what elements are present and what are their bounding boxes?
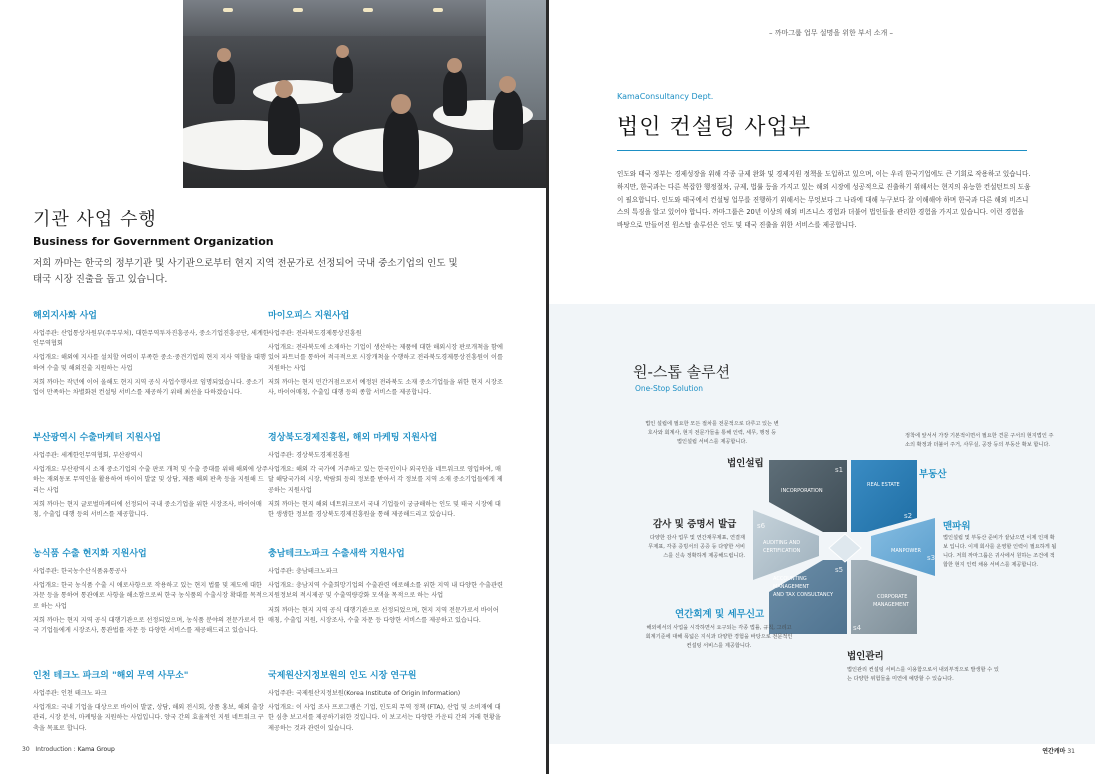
photo-person [213, 60, 235, 104]
auditing-label: 감사 및 증명서 발급 [653, 519, 737, 530]
photo-head [275, 80, 293, 98]
photo-light [293, 8, 303, 12]
manpower-label: 맨파워 [943, 521, 971, 532]
section-overseas-branch [33, 308, 269, 402]
section-text: 저희 까마는 현지 민간거점으로서 예정된 전라북도 소재 중소기업들을 위한 현지 시장조사, 바이어매칭, 수출입 대행 등의 종합 서비스를 제공합니다. [268, 378, 503, 397]
section-text: 사업주관: 산업통상자원부(주무부처), 대한무역투자진흥공사, 중소기업진흥공단, 세계한인무역협회 [33, 330, 269, 348]
section-chungnam-techno [268, 546, 504, 630]
segment-code-s4: s4 [853, 624, 862, 632]
page-number: 30 [22, 746, 30, 753]
photo-head [217, 48, 231, 62]
intro-paragraph: 저희 까마는 한국의 정부기관 및 사기관으로부터 현지 지역 전문가로 선정되어 국내 중소기업의 인도 및 태국 시장 진출을 돕고 있습니다. [33, 258, 458, 285]
section-origin-info [268, 668, 504, 738]
right-page [549, 0, 1095, 774]
section-text: 저희 까마는 작년에 이어 올해도 현지 지역 공식 사업수행사로 임명되었습니다. 중소기업이 만족하는 차별화된 컨설팅 서비스를 제공하기 위해 최선을 다하겠습니다. [33, 378, 264, 397]
section-heading: 농식품 수출 현지화 지원사업 [33, 549, 147, 559]
segment-label-real-estate: REAL ESTATE [867, 482, 900, 488]
segment-label-corporate: CORPORATE [877, 594, 908, 600]
section-text: 사업주관: 경상북도경제진흥원 [268, 452, 350, 459]
photo-table [183, 120, 323, 170]
section-text: 사업개요: 해외 각 국가에 거주하고 있는 한국인이나 외국인을 네트워크로 영입하여, 매 달 해당국가의 시장, 박람회 등의 정보를 받아서 각 정보를 지역 소재 중소기업들에게 제공하는 지원사업 [268, 466, 503, 494]
section-heading: 해외지사화 사업 [33, 311, 97, 321]
photo-head [447, 58, 462, 73]
page-subtitle: Business for Government Organization [33, 235, 274, 248]
footer-section: Introduction : [35, 746, 76, 753]
section-text: 사업주관: 한국농수산식품유통공사 [33, 568, 127, 575]
photo-light [363, 8, 373, 12]
left-page-footer [22, 746, 115, 753]
auditing-desc: 다양한 감사 업무 및 연간재무제표, 연결재무제표, 각종 증빙서의 공증 등 다양한 서비스를 신속 정확하게 제공해드립니다. [648, 535, 745, 559]
photo-table [253, 80, 343, 104]
section-heading: 부산광역시 수출마케터 지원사업 [33, 433, 161, 443]
right-page-footer [1042, 746, 1075, 755]
section-text: 사업개요: 한국 농식품 수출 시 애로사항으로 작용하고 있는 현지 법률 및 제도에 대한 자문 등을 통하여 통관애로 사항을 해소함으로써 한국 농식품의 수출시장 확대를 목적으로 하는 사업 [33, 582, 268, 610]
section-text: 사업개요: 국내 기업을 대상으로 바이어 발굴, 상담, 해외 전시회, 상품 홍보, 해외 출장 관리, 시장 분석, 마케팅을 지원하는 사업입니다. 양국 간의 효율적인 지원 네트워크 구축을 목표로 합니다. [33, 704, 264, 732]
photo-person [443, 70, 467, 116]
conference-photo [183, 0, 546, 188]
manpower-desc: 법인설립 및 부동산 준비가 끝났으면 이제 인재 확보 입니다. 이제 회사를 운영할 인력이 필요하게 됩니다. 저희 까마그룹은 귀사에서 원하는 조건에 적합한 현지 인력 채용 서비스를 제공합니다. [943, 535, 1057, 568]
photo-light [433, 8, 443, 12]
section-busan-marketer [33, 430, 269, 524]
one-stop-solution-panel [549, 304, 1095, 744]
footer-brand: Kama Group [77, 746, 115, 753]
real-estate-desc: 정착에 앞서서 가장 기본적이면서 필요한 견문 구서의 현지법인 주소의 확정과 더불어 주거, 사무실, 공장 등의 부동산 확보 합니다. [905, 433, 1054, 448]
photo-head [336, 45, 349, 58]
segment-code-s3: s3 [927, 554, 936, 562]
photo-head [391, 94, 411, 114]
photo-head [499, 76, 516, 93]
department-name: KamaConsultancy Dept. [617, 92, 714, 101]
segment-label-incorporation: INCORPORATION [781, 488, 823, 494]
corporate-management-label: 법인관리 [847, 651, 884, 662]
section-incheon-techno [33, 668, 269, 738]
segment-label-corporate-management: MANAGEMENT [873, 602, 910, 608]
segment-code-s1: s1 [835, 466, 844, 474]
section-heading: 충남테크노파크 수출새싹 지원사업 [268, 549, 405, 559]
section-text: 사업개요: 해외에 지사를 설치할 여력이 부족한 중소·중견기업의 현지 지사 역할을 대행하여 수출 및 해외진출 지원하는 사업 [33, 354, 266, 372]
real-estate-label: 부동산 [919, 469, 947, 480]
section-text: 저희 까마는 현지 지역 공식 대행기관으로 선정되었으며, 농식품 분야의 전문가로서 한국 기업들에게 시장조사, 통관법률 자문 등 다양한 서비스를 제공해드리고 있습니다. [33, 616, 264, 635]
incorporation-desc: 법인 설립에 필요한 모든 절차를 전문적으로 다루고 있는 변호사와 회계사, 현지 전문가들을 통해 인력, 세무, 행정 등 법인설립 서비스를 제공합니다. [645, 421, 779, 445]
section-text: 사업개요: 충남지역 수출희망기업의 수출관련 애로해소를 위한 지역 내 다양한 수출관련 지원정보의 적시제공 및 수출역량강화 모색을 목적으로 하는 사업 [268, 582, 503, 600]
section-text: 사업주관: 충남테크노파크 [268, 568, 338, 575]
segment-label-accounting-management: MANAGEMENT [773, 584, 810, 590]
diagram-center [829, 534, 861, 562]
segment-code-s2: s2 [904, 512, 913, 520]
section-my-office [268, 308, 504, 402]
section-text: 사업개요: 이 사업 조사 프로그램은 기업, 인도의 무역 정책 (FTA), 산업 및 소비재에 대한 심층 보고서를 제공하기위한 것입니다. 이 보고서는 다양한 카운티 간의 거래 현황을 제공하는 것과 관련이 있습니다. [268, 704, 501, 732]
segment-code-s5: s5 [835, 566, 844, 574]
accounting-desc: 해외에서의 사업을 시작하면서 요구되는 각종 법률, 규칙, 그리고 회계기준에 대해 폭넓은 지식과 다양한 경험을 바탕으로 전문적인 컨설팅 서비스를 제공합니다. [645, 625, 793, 649]
department-title: 법인 컨설팅 사업부 [617, 115, 812, 140]
segment-label-tax-consultancy: AND TAX CONSULTANCY [773, 592, 834, 598]
corporate-management-desc: 법인관리 컨설팅 서비스를 이용함으로서 내외부적으로 발생할 수 있는 다양한 위험들을 미연에 예방할 수 있습니다. [847, 667, 999, 682]
department-description: 인도와 태국 정부는 경제성장을 위해 각종 규제 완화 및 경제지원 정책을 도입하고 있으며, 이는 우리 한국기업에도 큰 기회로 작용하고 있습니다. 하지만, 한국과는 다른 복잡한 행정절차, 규제, 법률 등을 가지고 있는 해외 시장에 성공적으로 진출하기 위해서는 현지의 유능한 컨설턴트의 도움이 필요합니다. 인도와 태국에서 컨설팅 업무를 진행하기 위해서는 무엇보다 그 나라에 대해 누구보다 잘 이해해야 하며 한국과 다른 해외 비즈니스의 특징을 알고 있어야 합니다. 까마그룹은 20년 이상의 해외 비즈니스 경험과 더불어 법인들을 관리한 경험을 가지고 있습니다. 이런 경험을 바탕으로 만들어진 원스탑 솔루션은 인도 및 태국 진출을 위한 서비스를 제공합니다. [617, 170, 1031, 230]
section-text: 저희 까마는 현지 글로벌마케터에 선정되어 국내 중소기업을 위한 시장조사, 바이어매칭, 수출입 대행 등의 서비스를 제공합니다. [33, 500, 262, 519]
segment-label-certification: CERTIFICATION [763, 548, 801, 554]
accounting-label: 연간회계 및 세무신고 [675, 609, 765, 620]
section-text: 사업주관: 전라북도경제통상진흥원 [268, 330, 362, 337]
left-page [0, 0, 546, 774]
photo-light [223, 8, 233, 12]
photo-person [333, 55, 353, 93]
section-text: 사업개요: 전라북도에 소재하는 기업이 생산하는 제품에 대한 해외시장 판로개척을 함에 있어 파트너를 통하여 적극적으로 시장개척을 수행하고 전라북도경제통상진흥원이 이를 지원하는 사업 [268, 344, 503, 372]
segment-label-manpower: MANPOWER [891, 548, 922, 554]
section-text: 저희 까마는 현지 지역 공식 대행기관으로 선정되었으며, 현지 지역 전문가로서 바이어 매칭, 수출입 지원, 시장조사, 수출 자문 등 다양한 서비스를 제공하고 있습니다. [268, 606, 499, 624]
section-text: 사업주관: 국제원산지정보원(Korea Institute of Origin Information) [268, 690, 461, 697]
page-title: 기관 사업 수행 [33, 209, 157, 230]
section-agrifood-export [33, 546, 269, 640]
segment-label-accounting: ACCOUNTING [773, 576, 807, 582]
title-divider [617, 150, 1027, 151]
section-text: 저희 까마는 현지 해외 네트워크로서 국내 기업들이 궁금해하는 인도 및 태국 시장에 대한 생생한 정보를 경상북도경제진흥원을 통해 제공해드리고 있습니다. [268, 500, 501, 519]
section-heading: 인천 테크노 파크의 "해외 무역 사무소" [33, 671, 189, 681]
page-number: 31 [1067, 748, 1075, 755]
section-heading: 국제원산지정보원의 인도 시장 연구원 [268, 671, 417, 681]
section-text: 사업주관: 세계한인무역협회, 부산광역시 [33, 452, 143, 459]
incorporation-label: 법인설립 [727, 458, 764, 469]
segment-label-auditing: AUDITING AND [763, 540, 801, 546]
photo-person [383, 110, 419, 188]
segment-real-estate [851, 460, 917, 532]
section-gyeongbuk-marketing [268, 430, 504, 524]
photo-person [268, 95, 300, 155]
segment-code-s6: s6 [757, 522, 766, 530]
solution-subtitle: One-Stop Solution [635, 384, 703, 393]
section-text: 사업주관: 인천 테크노 파크 [33, 690, 107, 697]
solution-title: 원-스톱 솔루션 [633, 363, 731, 381]
section-heading: 경상북도경제진흥원, 해외 마케팅 지원사업 [268, 433, 438, 443]
section-text: 사업개요: 부산광역시 소재 중소기업의 수출 판로 개척 및 수출 증대를 위해 해외에 상주하는 재외동포 무역인을 활용하여 바이어 발굴 및 상담, 제품 해외 판촉 등을 지원해 드리는 사업 [33, 466, 268, 494]
section-heading: 마이오피스 지원사업 [268, 311, 350, 321]
solution-diagram [749, 452, 939, 642]
photo-person [493, 90, 523, 150]
running-header: – 까마그룹 업무 설명을 위한 부서 소개 – [768, 29, 893, 37]
footer-label: 연간캐마 [1042, 748, 1066, 755]
